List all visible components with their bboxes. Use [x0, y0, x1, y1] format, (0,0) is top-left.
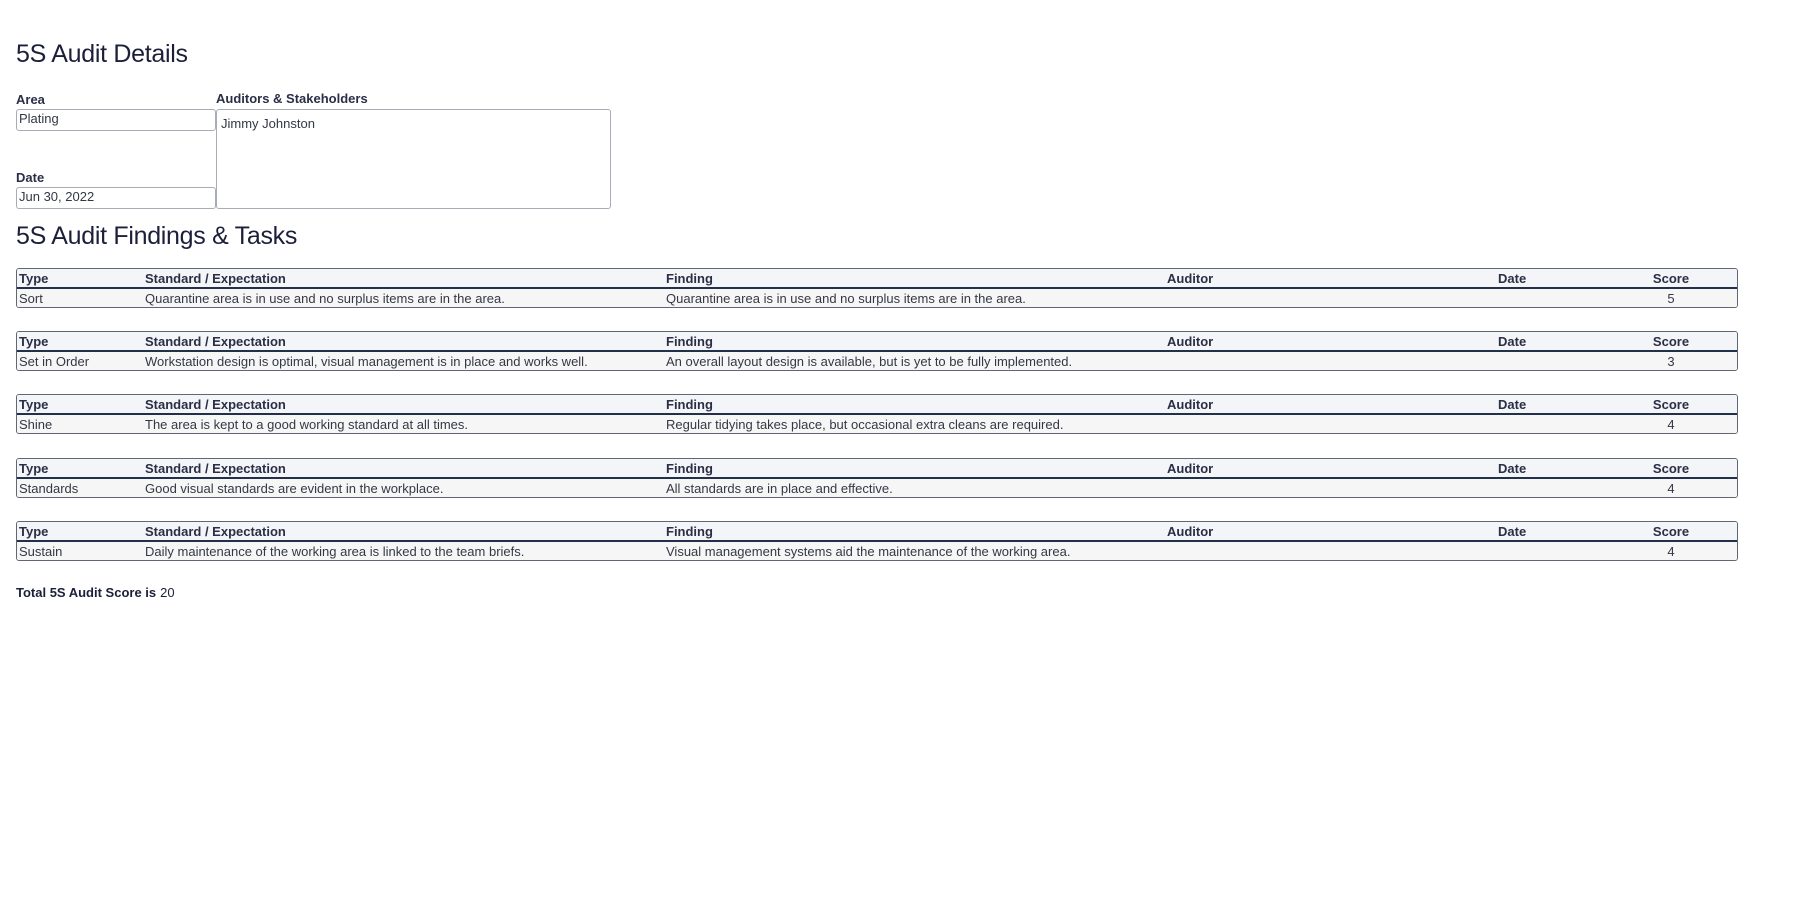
- header-score[interactable]: Score: [1652, 271, 1690, 286]
- header-score[interactable]: Score: [1652, 397, 1690, 412]
- findings-table-sort: [16, 268, 1738, 308]
- cell-type: Shine: [19, 417, 53, 432]
- header-date[interactable]: Date: [1498, 461, 1527, 476]
- total-score: [16, 585, 175, 600]
- cell-type: Set in Order: [19, 354, 90, 369]
- date-label: Date: [16, 170, 45, 185]
- findings-table-shine: [16, 394, 1738, 434]
- header-finding[interactable]: Finding: [666, 524, 713, 539]
- table-header-row: [17, 332, 1737, 352]
- cell-type: Standards: [19, 481, 79, 496]
- audit-details-title: 5S Audit Details: [16, 40, 188, 68]
- cell-score: 3: [1667, 354, 1675, 369]
- auditors-label: Auditors & Stakeholders: [216, 91, 368, 106]
- table-header-row: [17, 459, 1737, 479]
- header-type[interactable]: Type: [19, 524, 49, 539]
- auditors-textarea[interactable]: Jimmy Johnston: [216, 109, 611, 209]
- header-standard[interactable]: Standard / Expectation: [145, 397, 286, 412]
- header-date[interactable]: Date: [1498, 271, 1527, 286]
- cell-score: 4: [1667, 481, 1675, 496]
- date-field[interactable]: Jun 30, 2022: [16, 187, 216, 209]
- header-score[interactable]: Score: [1652, 461, 1690, 476]
- cell-type: Sort: [19, 291, 43, 306]
- header-finding[interactable]: Finding: [666, 397, 713, 412]
- cell-standard: Good visual standards are evident in the workplace.: [145, 481, 444, 496]
- header-score[interactable]: Score: [1652, 334, 1690, 349]
- table-row[interactable]: [17, 289, 1737, 308]
- table-row[interactable]: [17, 479, 1737, 498]
- header-standard[interactable]: Standard / Expectation: [145, 334, 286, 349]
- header-auditor[interactable]: Auditor: [1167, 334, 1214, 349]
- header-finding[interactable]: Finding: [666, 334, 713, 349]
- table-header-row: [17, 522, 1737, 542]
- header-standard[interactable]: Standard / Expectation: [145, 524, 286, 539]
- cell-standard: The area is kept to a good working standard at all times.: [145, 417, 469, 432]
- header-type[interactable]: Type: [19, 271, 49, 286]
- findings-table-sustain: [16, 521, 1738, 561]
- findings-table-standards: [16, 458, 1738, 498]
- table-row[interactable]: [17, 352, 1737, 371]
- total-score-label: Total 5S Audit Score is: [16, 585, 157, 600]
- findings-table-set-in-order: [16, 331, 1738, 371]
- cell-score: 4: [1667, 544, 1675, 559]
- header-auditor[interactable]: Auditor: [1167, 461, 1214, 476]
- area-label: Area: [16, 92, 45, 107]
- area-field[interactable]: Plating: [16, 109, 216, 131]
- table-row[interactable]: [17, 542, 1737, 561]
- cell-standard: Quarantine area is in use and no surplus items are in the area.: [145, 291, 505, 306]
- header-auditor[interactable]: Auditor: [1167, 271, 1214, 286]
- header-auditor[interactable]: Auditor: [1167, 524, 1214, 539]
- header-date[interactable]: Date: [1498, 524, 1527, 539]
- cell-standard: Workstation design is optimal, visual management is in place and works well.: [145, 354, 588, 369]
- table-header-row: [17, 395, 1737, 415]
- header-auditor[interactable]: Auditor: [1167, 397, 1214, 412]
- header-date[interactable]: Date: [1498, 334, 1527, 349]
- cell-score: 4: [1667, 417, 1675, 432]
- header-standard[interactable]: Standard / Expectation: [145, 271, 286, 286]
- cell-finding: An overall layout design is available, but is yet to be fully implemented.: [666, 354, 1073, 369]
- header-type[interactable]: Type: [19, 334, 49, 349]
- header-finding[interactable]: Finding: [666, 271, 713, 286]
- header-type[interactable]: Type: [19, 461, 49, 476]
- cell-finding: Regular tidying takes place, but occasional extra cleans are required.: [666, 417, 1064, 432]
- header-standard[interactable]: Standard / Expectation: [145, 461, 286, 476]
- header-score[interactable]: Score: [1652, 524, 1690, 539]
- cell-score: 5: [1667, 291, 1675, 306]
- table-row[interactable]: [17, 415, 1737, 434]
- cell-finding: Quarantine area is in use and no surplus items are in the area.: [666, 291, 1026, 306]
- cell-finding: Visual management systems aid the maintenance of the working area.: [666, 544, 1071, 559]
- header-date[interactable]: Date: [1498, 397, 1527, 412]
- header-finding[interactable]: Finding: [666, 461, 713, 476]
- cell-type: Sustain: [19, 544, 63, 559]
- cell-finding: All standards are in place and effective.: [666, 481, 893, 496]
- header-type[interactable]: Type: [19, 397, 49, 412]
- total-score-value: 20: [160, 585, 175, 600]
- table-header-row: [17, 269, 1737, 289]
- cell-standard: Daily maintenance of the working area is linked to the team briefs.: [145, 544, 525, 559]
- audit-findings-title: 5S Audit Findings & Tasks: [16, 222, 298, 250]
